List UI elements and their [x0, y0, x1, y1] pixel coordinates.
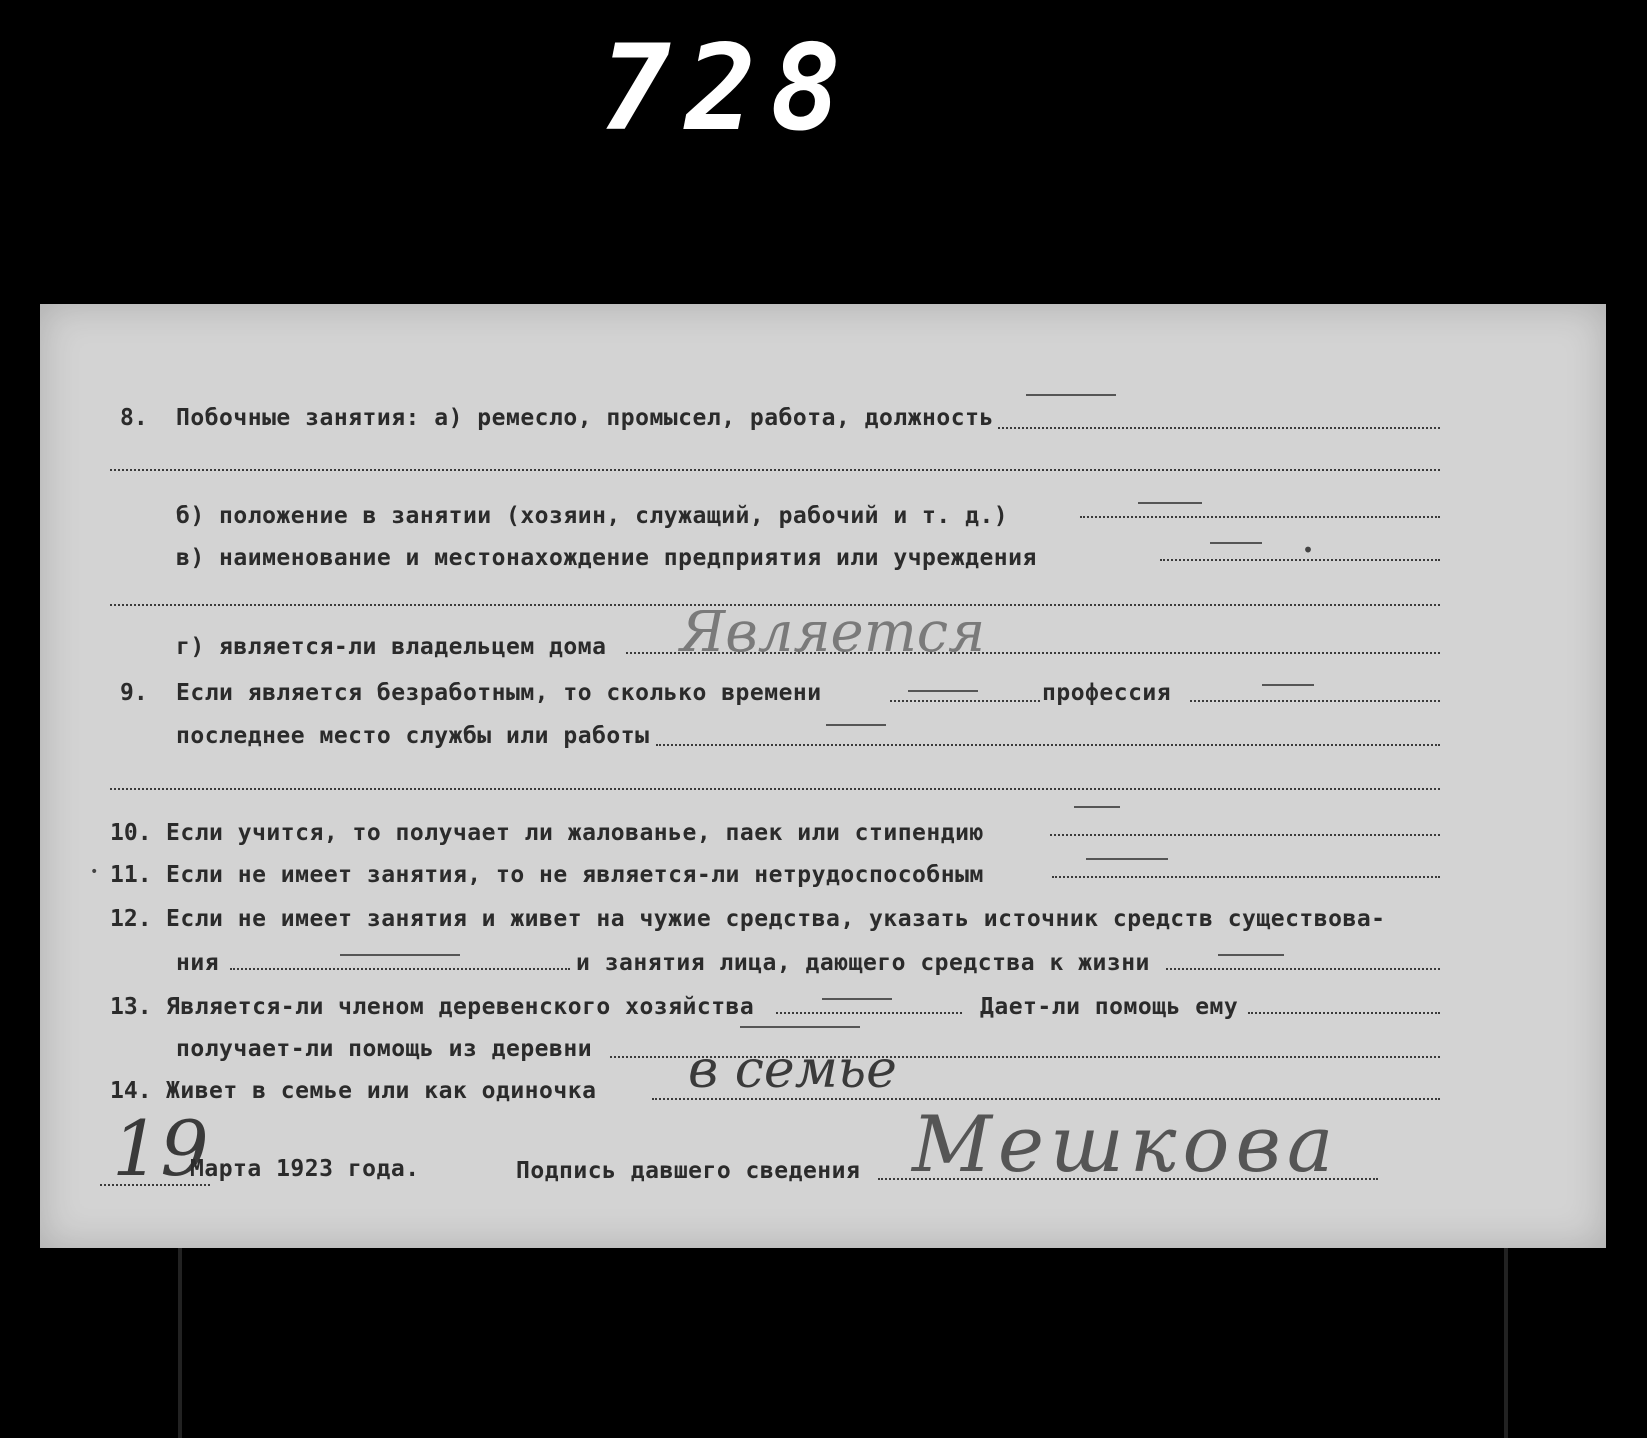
q13-dash [822, 998, 892, 1000]
q8b-fill [1080, 516, 1440, 518]
q11-dash [1086, 858, 1168, 860]
q12-cont-fill-b [1166, 968, 1440, 970]
q12-cont-b: и занятия лица, дающего средства к жизни [576, 950, 1150, 976]
q9-last-place-fill [656, 744, 1440, 746]
q13-help-fill [1248, 1012, 1440, 1014]
q14-line [110, 1074, 596, 1104]
q13-fill [776, 1012, 962, 1014]
q8g-line [176, 630, 606, 660]
q13-receives-line [176, 1032, 592, 1062]
q13-label: Является-ли членом деревенского хозяйства [166, 994, 755, 1020]
q12-number: 12. [110, 906, 152, 932]
q10-number: 10. [110, 820, 152, 846]
q12-cont-line [176, 946, 219, 976]
q9-last-place-dash [826, 724, 886, 726]
q14-handwritten-answer: в семье [688, 1040, 897, 1100]
q12-label: Если не имеет занятия и живет на чужие средства, указать источник средств существова- [166, 906, 1386, 932]
q8v-line [176, 541, 1037, 571]
q13-help-line [980, 990, 1238, 1020]
q9-profession-dash [1262, 684, 1314, 686]
q9-time-fill [890, 700, 1040, 702]
q8v-dash-mark [1210, 542, 1262, 544]
q10-fill [1050, 834, 1440, 836]
q9-last-place-label: последнее место службы или работы [176, 723, 650, 749]
q13-help-label: Дает-ли помощь ему [980, 994, 1239, 1020]
q8-line [120, 401, 994, 431]
q9-fill-2 [110, 788, 1440, 790]
q8-fill-2 [110, 469, 1440, 471]
q11-fill [1052, 876, 1440, 878]
q13-line [110, 990, 754, 1020]
q9-profession-label: профессия [1042, 680, 1172, 706]
q8-label: Побочные занятия: а) ремесло, промысел, работа, должность [176, 405, 994, 431]
stray-mark: • [1302, 538, 1315, 562]
q9-label: Если является безработным, то сколько времени [176, 680, 822, 706]
q8b-label: б) положение в занятии (хозяин, служащий, рабочий и т. д.) [176, 503, 1009, 529]
q12-cont-dash-b [1218, 954, 1284, 956]
q12-cont-a: ния [176, 950, 220, 976]
q10-dash [1074, 806, 1120, 808]
q9-last-place-line [176, 719, 649, 749]
footer-date-line [190, 1152, 420, 1182]
footer-date-text: Марта 1923 года. [190, 1156, 420, 1182]
footer-signature: Мешкова [912, 1100, 1340, 1190]
q8g-handwritten-answer: Является [680, 600, 986, 665]
q14-number: 14. [110, 1078, 152, 1104]
q8-number: 8. [120, 405, 148, 431]
q9-profession-line [1042, 676, 1171, 706]
q8-fill [998, 427, 1440, 429]
q9-profession-fill [1190, 700, 1440, 702]
q12-cont-fill-a [230, 968, 570, 970]
q13-receives-dash [740, 1026, 860, 1028]
q8g-label: г) является-ли владельцем дома [176, 634, 607, 660]
q12-line [110, 902, 1386, 932]
q9-line [120, 676, 822, 706]
q10-line [110, 816, 984, 846]
q8b-dash-mark [1138, 502, 1202, 504]
q8v-fill [1160, 559, 1440, 561]
q10-label: Если учится, то получает ли жалованье, паек или стипендию [166, 820, 984, 846]
q8-dash-mark [1026, 394, 1116, 396]
q11-label: Если не имеет занятия, то не является-ли нетрудоспособным [166, 862, 984, 888]
footer-day-fill [100, 1184, 210, 1186]
q12-cont-line-b [576, 946, 1150, 976]
q13-number: 13. [110, 994, 152, 1020]
q9-time-dash [908, 690, 978, 692]
q11-line [110, 858, 984, 888]
q8v-label: в) наименование и местонахождение предприятия или учреждения [176, 545, 1037, 571]
form-card [40, 304, 1606, 1248]
footer-signature-label: Подпись давшего сведения [516, 1158, 861, 1184]
q14-label: Живет в семье или как одиночка [166, 1078, 597, 1104]
q12-cont-dash [340, 954, 460, 956]
footer-day: 19 [112, 1104, 209, 1193]
frame-number: 728 [600, 19, 856, 157]
footer-signature-line [516, 1154, 860, 1184]
q8b-line [176, 499, 1008, 529]
stray-mark-2: • [90, 864, 99, 880]
q11-number: 11. [110, 862, 152, 888]
q13-receives-label: получает-ли помощь из деревни [176, 1036, 593, 1062]
film-stub-right [1504, 1248, 1508, 1438]
film-stub-left [178, 1248, 182, 1438]
q9-number: 9. [120, 680, 148, 706]
